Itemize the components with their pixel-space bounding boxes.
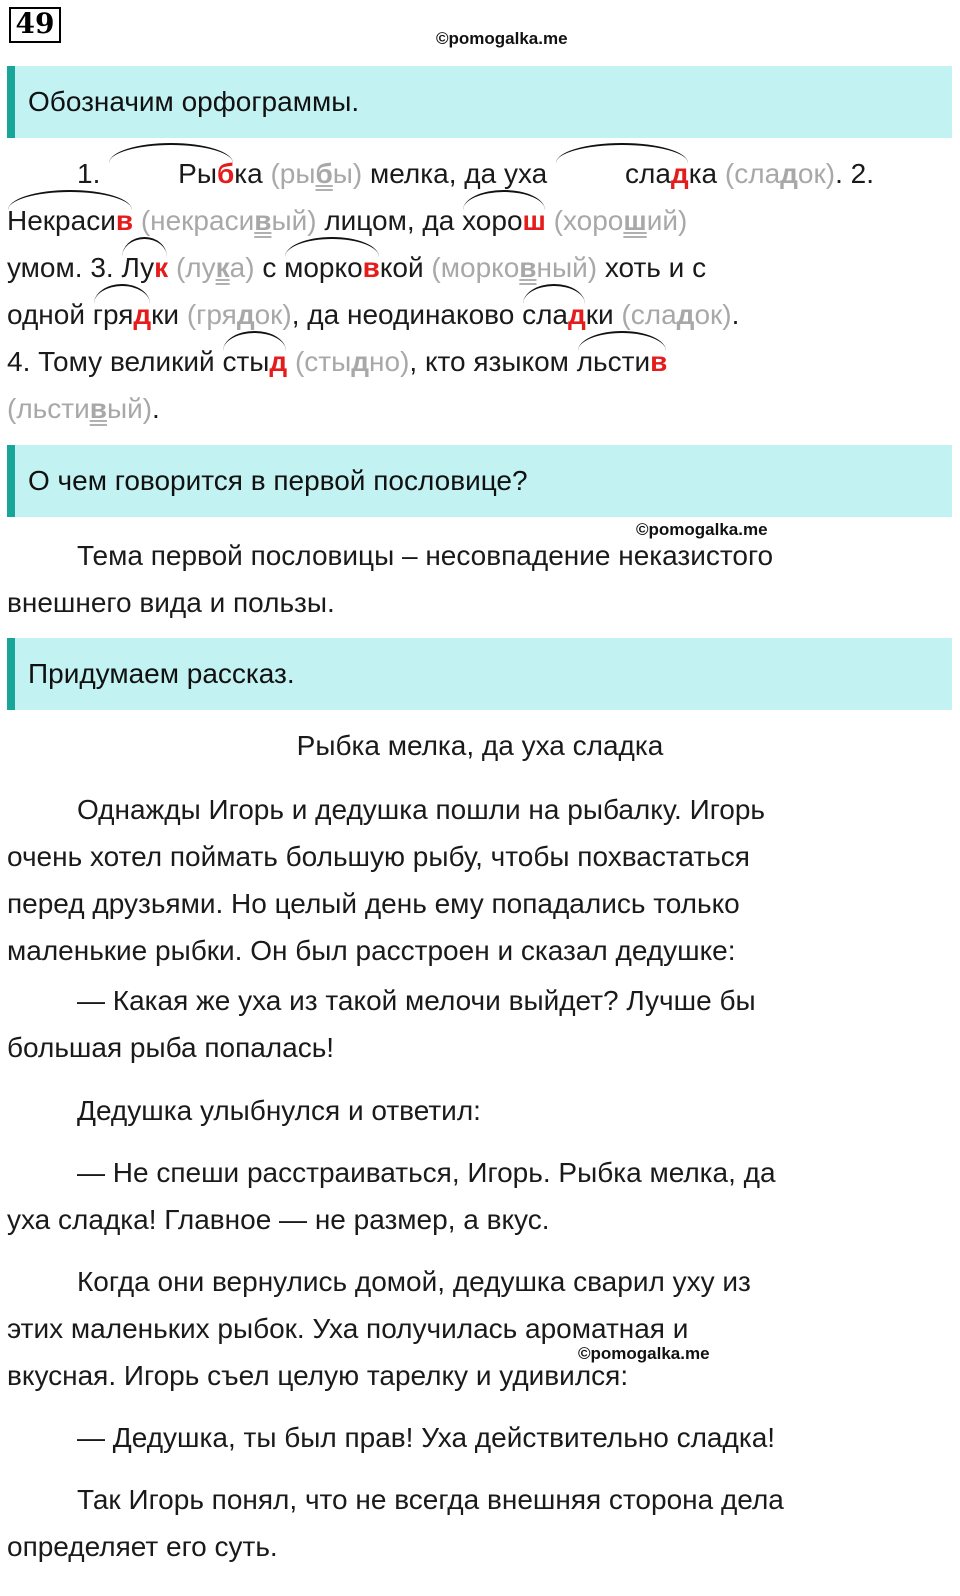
morpheme-root-arc: морков	[284, 244, 380, 291]
section-header-orthograms: Обозначим орфограммы.	[7, 66, 952, 138]
watermark: ©pomogalka.me	[636, 520, 768, 539]
morpheme-root-arc: льстив	[577, 338, 668, 385]
morpheme-root-arc: стыд	[222, 338, 287, 385]
story-paragraph-5: Когда они вернулись домой, дедушка сварил уху из этих маленьких рыбок. Уха получилась ароматная и вкусная. Игорь съел целую тарелку и удивился:	[7, 1266, 751, 1391]
story-paragraph-3: Дедушка улыбнулся и ответил:	[77, 1095, 481, 1126]
answer-paragraph: Тема первой пословицы – несовпадение неказистого внешнего вида и пользы.	[7, 540, 774, 618]
section-header-question: О чем говорится в первой пословице?	[7, 445, 952, 517]
story-paragraph-4: — Не спеши расстраиваться, Игорь. Рыбка мелка, да уха сладка! Главное — не размер, а вкус.	[7, 1157, 776, 1235]
section-header-story: Придумаем рассказ.	[7, 638, 952, 710]
watermark: ©pomogalka.me	[436, 29, 568, 48]
morpheme-root-arc: слад	[522, 291, 586, 338]
story-title: Рыбка мелка, да уха сладка	[296, 730, 664, 761]
orthograms-paragraph: 1. Рыбка (рыбы) мелка, да уха сладка (сладок). 2. Некрасив (некрасивый) лицом, да хорош (хороший) умом. 3. Лук (лука) с морковкой (морковный) хоть и с одной грядки (грядок), да неодинаково сладки (сладок). 4. Тому великий стыд (стыдно), кто языком льстив (льстивый).	[7, 150, 952, 432]
story-paragraph-6: — Дедушка, ты был прав! Уха действительно сладка!	[77, 1422, 776, 1453]
page-number: 49	[9, 7, 61, 43]
morpheme-root-arc: Лук	[121, 244, 168, 291]
morpheme-root-arc: хорош	[462, 197, 546, 244]
story-paragraph-1: Однажды Игорь и дедушка пошли на рыбалку. Игорь очень хотел поймать большую рыбу, чтобы похвастаться перед друзьями. Но целый день ему попадались только маленькие рыбки. Он был расстроен и сказал дедушке:	[7, 794, 766, 966]
morpheme-root-arc: слад	[555, 150, 689, 197]
morpheme-root-arc: Рыб	[108, 150, 234, 197]
story-paragraph-7: Так Игорь понял, что не всегда внешняя сторона дела определяет его суть.	[7, 1484, 784, 1562]
watermark: ©pomogalka.me	[578, 1344, 710, 1363]
morpheme-root-arc: Некрасив	[7, 197, 133, 244]
story-paragraph-2: — Какая же уха из такой мелочи выйдет? Лучше бы большая рыба попалась!	[7, 985, 756, 1063]
morpheme-root-arc: гряд	[93, 291, 151, 338]
